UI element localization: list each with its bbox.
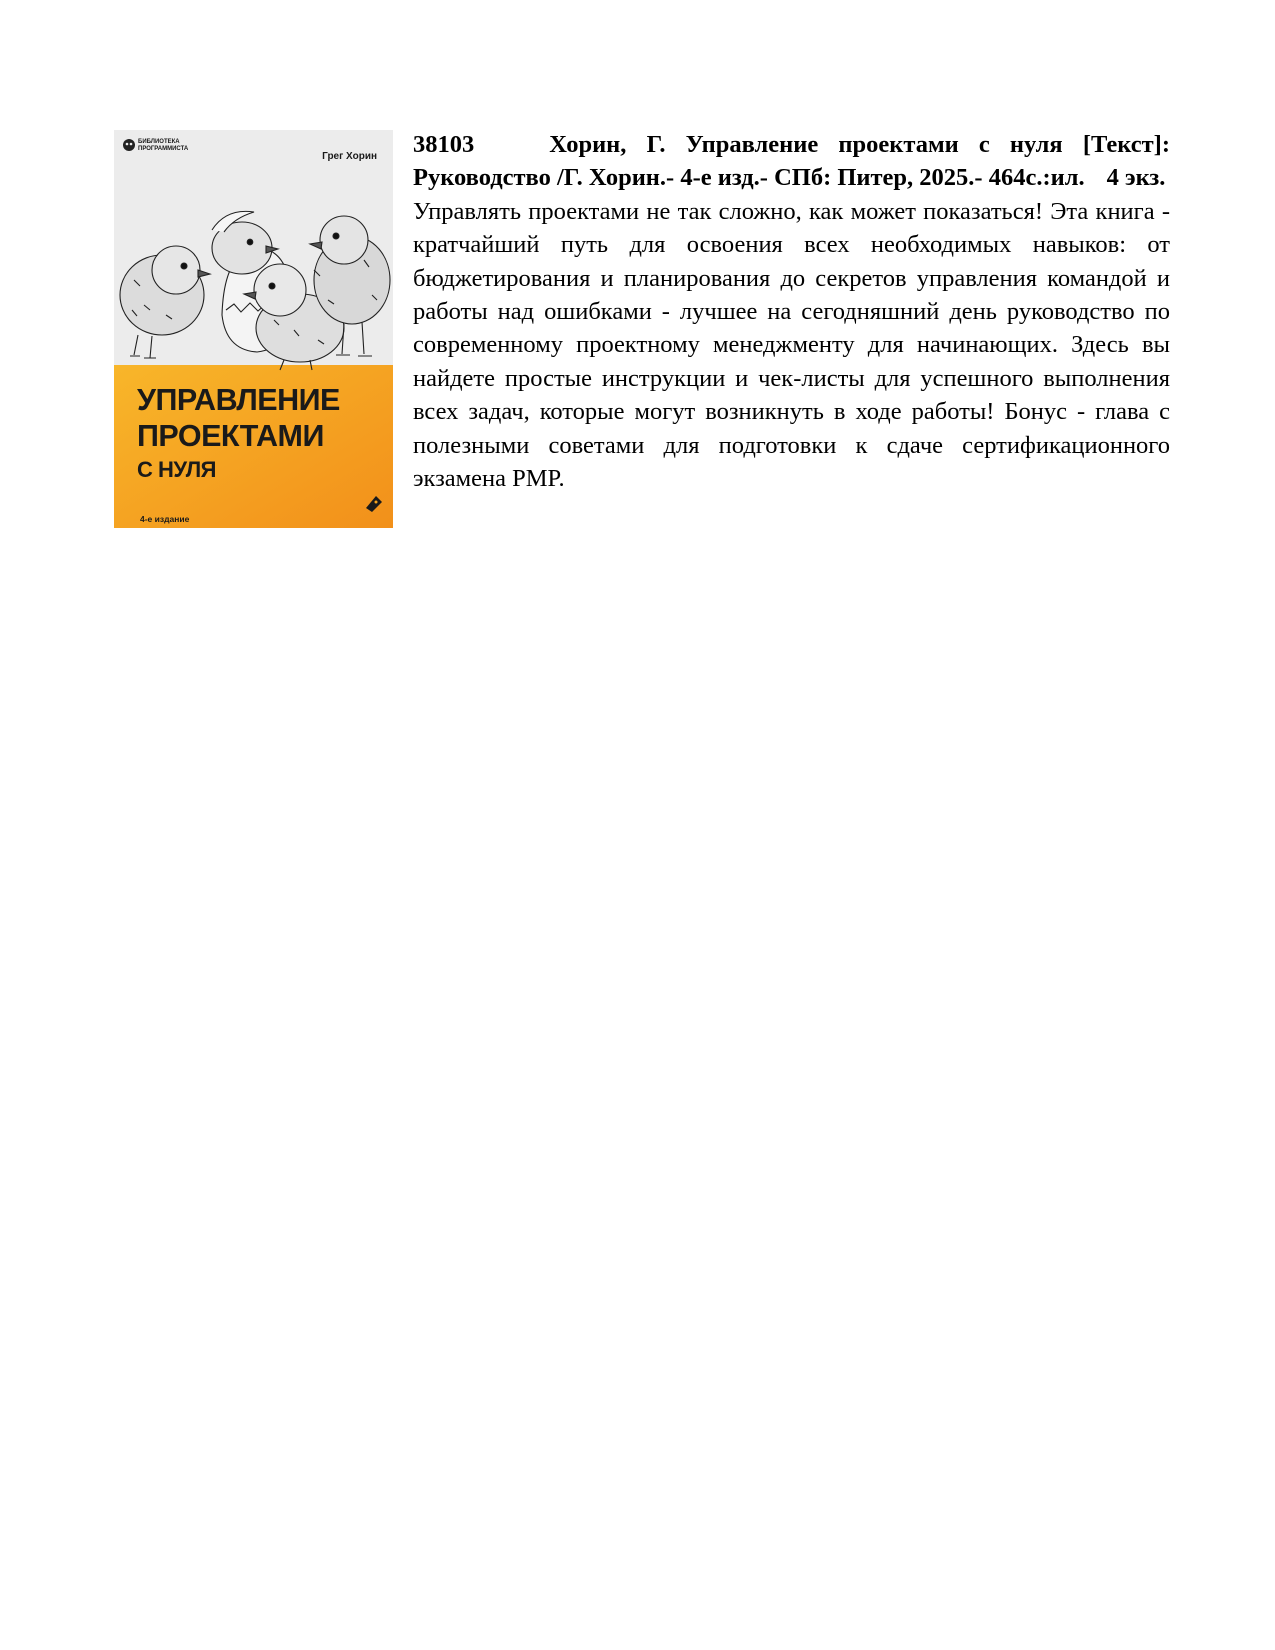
catalog-record bbox=[114, 128, 1170, 532]
cover-edition: 4-е издание bbox=[140, 514, 190, 524]
cover-title bbox=[137, 382, 387, 484]
cover-title-line: С НУЛЯ bbox=[137, 457, 216, 482]
cover-title-line: ПРОЕКТАМИ bbox=[137, 419, 324, 453]
book-cover bbox=[114, 130, 393, 528]
copies-count: 4 экз. bbox=[1106, 164, 1166, 192]
cover-series-name: БИБЛИОТЕКА ПРОГРАММИСТА bbox=[138, 139, 189, 152]
bibliographic-citation: Хорин, Г. Управление проектами с нуля [Текст]: Руководство /Г. Хорин.- 4-е изд.- СПб: Питер, 2025.- 464с.:ил. bbox=[413, 131, 1170, 192]
book-annotation: Управлять проектами не так сложно, как может показаться! Эта книга - кратчайший путь для освоения всех необходимых навыков: от бюджетирования и планирования до секретов управления командой и работы над ошибками - лучшее на сегодняшний день руководство по современному проектному менеджменту для начинающих. Здесь вы найдете простые инструкции и чек-листы для успешного выполнения всех задач, которые могут возникнуть в ходе работы! Бонус - глава с полезными советами для подготовки к сдаче сертификационного экзамена PMP. bbox=[413, 197, 1170, 493]
publisher-series-logo-icon bbox=[123, 139, 135, 151]
cover-author: Грег Хорин bbox=[322, 151, 377, 162]
record-number: 38103 bbox=[413, 131, 475, 158]
cover-title-line: УПРАВЛЕНИЕ bbox=[137, 383, 340, 417]
